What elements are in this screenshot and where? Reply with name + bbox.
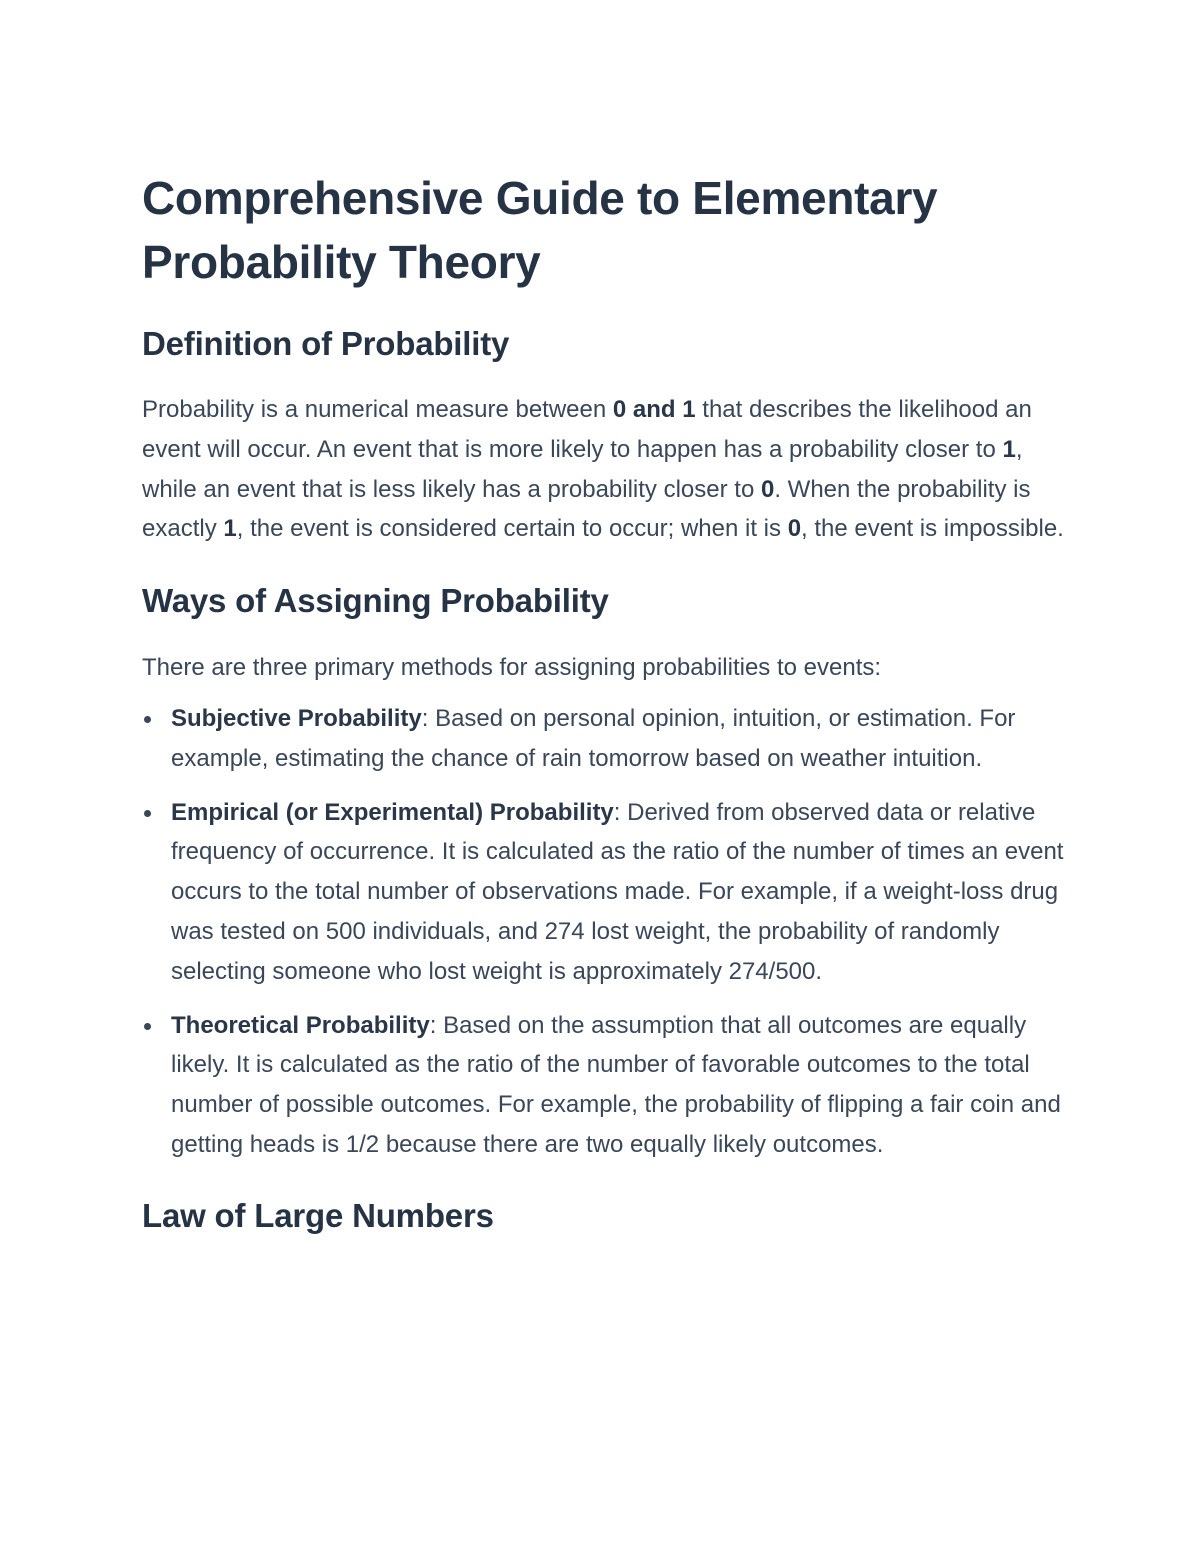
methods-list (142, 699, 1072, 1165)
list-item (142, 699, 1072, 779)
list-item (142, 793, 1072, 992)
list-item-text: : Derived from observed data or relative frequency of occurrence. It is calculated as the ratio of the number of times an event occurs to the total number of observations made. For example, if a weight-loss drug was tested on 500 individuals, and 274 lost weight, the probability of randomly selecting someone who lost weight is approximately 274/500. (171, 798, 1064, 985)
section-heading-ways: Ways of Assigning Probability (142, 582, 609, 620)
list-item-text: : Based on personal opinion, intuition, or estimation. For example, estimating the chance of rain tomorrow based on weather intuition. (171, 704, 1016, 772)
text-run: . When the probability is exactly (142, 475, 1031, 543)
list-item-term: Subjective Probability (171, 704, 422, 732)
definition-paragraph (142, 390, 1072, 549)
text-run: , the event is considered certain to occur; when it is (236, 515, 788, 543)
bold-text-run: 0 (787, 515, 802, 543)
list-item-term: Theoretical Probability (171, 1011, 430, 1039)
bold-text-run: 1 (1002, 435, 1016, 463)
list-item-text: : Based on the assumption that all outcomes are equally likely. It is calculated as the ratio of the number of favorable outcomes to the total number of possible outcomes. For example, the probability of flipping a fair coin and getting heads is 1/2 because there are two equally likely outcomes. (171, 1011, 1061, 1158)
text-run: , while an event that is less likely has a probability closer to (142, 435, 1023, 503)
page-title: Comprehensive Guide to Elementary Probability Theory (142, 172, 938, 288)
bold-text-run: 0 and 1 (612, 396, 696, 423)
document-page (142, 166, 1072, 1236)
bullet-dot-icon (144, 1023, 151, 1030)
ways-intro-paragraph: There are three primary methods for assigning probabilities to events: (142, 654, 882, 682)
section-heading-definition: Definition of Probability (142, 325, 510, 362)
text-run: that describes the likelihood an event will occur. An event that is more likely to happen has a probability closer to (142, 396, 1032, 463)
bullet-dot-icon (144, 810, 151, 817)
section-heading-law: Law of Large Numbers (142, 1196, 494, 1234)
bold-text-run: 1 (223, 515, 237, 543)
bullet-dot-icon (144, 716, 151, 723)
list-item (142, 1006, 1072, 1165)
list-item-term: Empirical (or Experimental) Probability (171, 798, 614, 826)
text-run: Probability is a numerical measure between (142, 396, 613, 423)
text-run: , the event is impossible. (801, 515, 1064, 543)
bold-text-run: 0 (760, 475, 775, 503)
